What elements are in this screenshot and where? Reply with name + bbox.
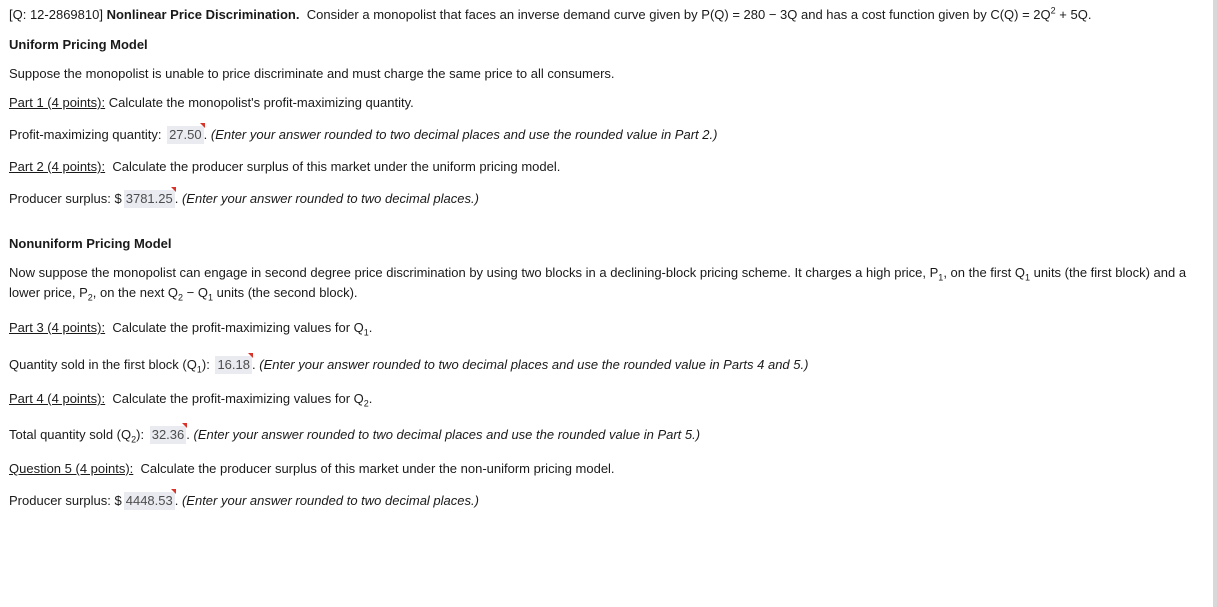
part4-text: Calculate the profit-maximizing values for Q [112, 391, 364, 406]
part4-note: (Enter your answer rounded to two decimal places and use the rounded value in Part 5.) [193, 427, 701, 442]
exponent: 2 [1050, 5, 1056, 16]
part3-text: Calculate the profit-maximizing values for Q [112, 320, 364, 335]
sub-2: 2 [87, 292, 93, 303]
sub-1: 1 [938, 272, 944, 283]
sub-1: 1 [196, 364, 202, 375]
part5-answer-field[interactable]: 4448.53 [125, 493, 173, 508]
part5-text: Calculate the producer surplus of this market under the non-uniform pricing model. [140, 461, 615, 476]
question-header [9, 7, 1091, 23]
part5-note: (Enter your answer rounded to two decimal places.) [181, 493, 479, 508]
scrollbar[interactable] [1213, 0, 1217, 607]
desc-part-a: Now suppose the monopolist can engage in second degree price discrimination by using two blocks in a declining-block pricing scheme. It charges a high price, P [9, 265, 939, 280]
uniform-description: Suppose the monopolist is unable to price discriminate and must charge the same price to all consumers. [9, 66, 615, 81]
part4-answer-label-b: ): [136, 427, 145, 442]
part3-answer-label-a: Quantity sold in the first block (Q [9, 357, 197, 372]
sub-2: 2 [131, 434, 137, 445]
part3-prompt: Part 3 (4 points): Calculate the profit-maximizing values for $Q_1$. [9, 320, 373, 338]
nonuniform-heading: Nonuniform Pricing Model [9, 236, 172, 251]
sub-1: 1 [208, 292, 214, 303]
sub-1: 1 [363, 327, 369, 338]
desc-part-e: − Q [183, 285, 208, 300]
part1-prompt [9, 95, 414, 111]
part2-prompt [9, 159, 560, 175]
part5-answer-row: Producer surplus: $ 4448.53 . (Enter your answer rounded to two decimal places.) [9, 493, 479, 508]
part1-text: Calculate the monopolist's profit-maximizing quantity. [108, 95, 414, 110]
part3-answer-label-b: ): [201, 357, 210, 372]
part3-label: Part 3 (4 points): [9, 320, 106, 335]
nonuniform-description [9, 263, 1199, 303]
part2-note: (Enter your answer rounded to two decimal places.) [181, 191, 479, 206]
part2-answer-row: Producer surplus: $ 3781.25 . (Enter your answer rounded to two decimal places.) [9, 191, 479, 206]
sub-2: 2 [178, 292, 184, 303]
sub-2: 2 [363, 398, 369, 409]
desc-part-f: units (the second block). [213, 285, 358, 300]
part2-answer-label: Producer surplus: $ [9, 191, 122, 206]
part4-label: Part 4 (4 points): [9, 391, 106, 406]
sub-1: 1 [1024, 272, 1030, 283]
part1-answer-field[interactable]: 27.50 [169, 127, 202, 142]
part1-answer-label: Profit-maximizing quantity: [9, 127, 162, 142]
part5-label: Question 5 (4 points): [9, 461, 134, 476]
part5-prompt [9, 461, 615, 477]
question-title: Nonlinear Price Discrimination. [106, 7, 300, 22]
part1-answer-row: Profit-maximizing quantity: 27.50 . (Enter your answer rounded to two decimal places and use the rounded value in Part 2.) [9, 127, 718, 142]
question-id: [Q: 12-2869810] [9, 7, 103, 22]
part4-answer-label-a: Total quantity sold (Q [9, 427, 132, 442]
desc-part-d: , on the next Q [92, 285, 179, 300]
part4-answer-field[interactable]: 32.36 [151, 427, 185, 442]
part4-prompt: Part 4 (4 points): Calculate the profit-maximizing values for $Q_2$. [9, 391, 373, 409]
part3-note: (Enter your answer rounded to two decimal places and use the rounded value in Parts 4 and 5.) [259, 357, 809, 372]
uniform-heading: Uniform Pricing Model [9, 37, 148, 52]
desc-part-b: , on the first Q [943, 265, 1025, 280]
part2-label: Part 2 (4 points): [9, 159, 106, 174]
part2-text: Calculate the producer surplus of this market under the uniform pricing model. [112, 159, 561, 174]
part3-answer-field[interactable]: 16.18 [217, 357, 250, 372]
question-intro-end: + 5Q. [1055, 7, 1092, 22]
desc-part-c: units (the first block) and a lower price, P [9, 265, 1187, 300]
question-intro: Consider a monopolist that faces an inverse demand curve given by P(Q) = 280 − 3Q and has a cost function given by C(Q) = 2Q [306, 7, 1051, 22]
part3-answer-row: Quantity sold in the first block $(Q_1)$: 16.18 . (Enter your answer rounded to two decimal places and use the rounded value in Parts 4 and 5.) [9, 357, 809, 375]
part2-answer-field[interactable]: 3781.25 [125, 191, 173, 206]
part1-label: Part 1 (4 points): [9, 95, 106, 110]
part5-answer-label: Producer surplus: $ [9, 493, 122, 508]
part4-answer-row: Total quantity sold $(Q_2)$: 32.36 . (Enter your answer rounded to two decimal places and use the rounded value in Part 5.) [9, 427, 701, 445]
part1-note: (Enter your answer rounded to two decimal places and use the rounded value in Part 2.) [210, 127, 718, 142]
